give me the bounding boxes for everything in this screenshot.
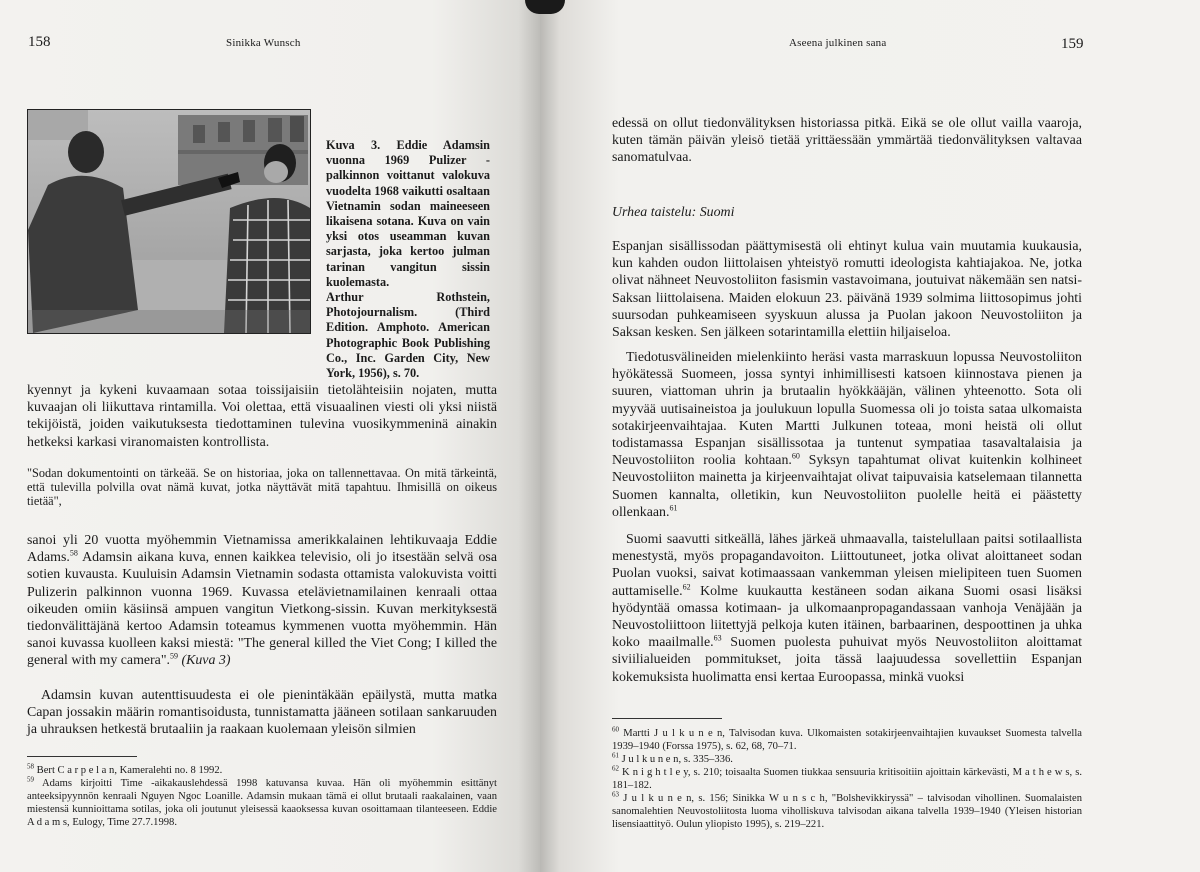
footnote-rule — [27, 756, 137, 757]
footnote-63: $^{63}$ J u l k u n e n, s. 156; Sinikka W u n s c h, "Bolshevikkiryssä" – talvisodan vihollinen. Suomalaisten sanomalehtien Neuvostoliitosta luoma viholliskuva talvisodan aikana talvella 1939–1940 (Yleisen historian lisensiaattityö. Oulun yliopisto 1995), s. 219–221. — [612, 790, 1082, 830]
footnote-ref-60[interactable]: 60 — [791, 451, 800, 461]
footnote-ref-62[interactable]: 62 — [682, 581, 691, 591]
running-head-right: Aseena julkinen sana — [789, 37, 887, 49]
footnote-61: $^{61}$ J u l k u n e n, s. 335–336. — [612, 751, 733, 765]
caption-text: Kuva 3. Eddie Adamsin vuonna 1969 Pulizer -palkinnon voittanut valokuva vuodelta 1968 vaikutti osaltaan Vietnamin sodan maineeseen likaisena sotana. Kuva on vain yksi otos useamman kuvan sarjasta, joka kertoo julman tarinan vangitun sissin kuolemasta. — [326, 138, 490, 289]
footnote-ref-63[interactable]: 63 — [713, 633, 722, 643]
running-head-left: Sinikka Wunsch — [226, 37, 301, 49]
body-paragraph-r1: Espanjan sisällissodan päättymisestä oli ehtinyt kulua vain muutamia kuukausia, kun kahden oudon liittolaisen yhteistyö romutti ideologista kahtiajakoa. Ne, jotka olivat nähneet Neuvostoliiton fasismin vastavoimana, joutuivat näkemään sen natsi-Saksan liittolaisena. Maiden elokuun 23. päivänä 1939 solmima liittosopimus johti suursodan puhkeamiseen syyskuun alussa ja Puolan jakoon Neuvostoliiton ja Saksan kesken. Sen jälkeen sotarintamilla elettiin hiljaiseloa. — [612, 239, 1082, 341]
photo-image — [28, 110, 310, 333]
body-paragraph-r3: Suomi saavutti sitkeällä, lähes järkeä uhmaavalla, taistelullaan paitsi sotilaallista menestystä, myös propagandavoiton. Liittoutuneet, jotka olivat aloittaneet sodan Puolan vuoksi, saivat kotimaassaan vankemman yleisen mielipiteen tuen Suomen auttamiselle.$^{62}$ Kolme kuukautta kestäneen sodan aikana Suomi osasi lisäksi hyödyntää omassa kotimaan- ja ulkomaanpropagandassaan vanhoja Venäjään ja Neuvostoliittoon liitettyjä pelkoja kuten itäinen, barbaarinen, despoottinen ja uhka koko maailmalle.$^{63}$ Suomen puolesta puhuivat myös Neuvostoliiton aloittamat siviilialueiden pommitukset, joita tässä laajuudessa sovellettiin Espanjan kokemuksista huolimatta ensi kertaa Euroopassa, minkä vuoksi — [612, 532, 1082, 685]
body-paragraph-r0: edessä on ollut tiedonvälityksen historiassa pitkä. Eikä se ole ollut vailla vaaroja, kuten tämän päivän yleisö tietää yrittäessään ymmärtää tiedonvälityksen valtavaa sanomatulvaa. — [612, 116, 1082, 166]
left-page — [0, 0, 540, 872]
body-paragraph-2: sanoi yli 20 vuotta myöhemmin Vietnamissa amerikkalainen lehtikuvaaja Eddie Adams.$^{58}$ Adamsin aikana kuva, ennen kaikkea televisio, oli jo itsestään selvä osa sotien kuvausta. Kuuluisin Adamsin Vietnamin sodasta ottamista valokuvista voitti Pulizerin palkinnon vuonna 1969. Kuvassa etelävietnamilainen kenraali ottaa oikeuden omiin käsiinsä ampuen vangitun Vietkong-sissin. Kuvan merkityksestä tiedonvälittäjänä kertoo Adamsin toteamus kymmenen vuotta myöhemmin. Hän sanoi kuvassa kuolleen kaksi miestä: "The general killed the Viet Cong; I killed the general with my camera".$^{59}$ (Kuva 3) — [27, 533, 497, 669]
footnote-60: $^{60}$ Martti J u l k u n e n, Talvisodan kuva. Ulkomaisten sotakirjeenvaihtajien kuvaukset Suomesta talvella 1939–1940 (Forssa 1975), s. 62, 68, 70–71. — [612, 725, 1083, 752]
figure-ref: (Kuva 3) — [177, 653, 231, 669]
body-paragraph-r2: Tiedotusvälineiden mielenkiinto heräsi vasta marraskuun lopussa Neuvostoliiton hyökätessä Suomeen, jossa syntyi inhimillisesti katsoen kiinnostava pienen ja suuren, viattoman uhrin ja brutaalin hyökkääjän, välinen yhteenotto. Sota oli myyvää uutisaineistoa ja joulukuun lopulla Suomessa oli jo toista sataa ulkomaista sotakirjeenvaihtajaa. Kuten Martti Julkunen toteaa, moni heistä oli ollut todistamassa Espanjan sisällissotaa ja tuntenut sympatiaa tasavaltalaisia ja Neuvostoliiton roolia kohtaan.$^{60}$ Syksyn tapahtumat olivat kuitenkin kolhineet Neuvostoliiton mainetta ja kirjeenvaihtajat olivat taipuvaisia katselemaan tilannetta Suomen kannalta, olletikin, kun Neuvostoliiton puolelle heitä ei päästetty ollenkaan.$^{61}$ — [612, 350, 1082, 520]
section-heading: Urhea taistelu: Suomi — [612, 205, 735, 220]
footnote-ref-58[interactable]: 58 — [69, 548, 78, 558]
footnote-58: $^{58}$ Bert C a r p e l a n, Kameralehti no. 8 1992. — [27, 762, 223, 776]
footnote-59: $^{59}$ Adams kirjoitti Time -aikakauslehdessä 1998 katuvansa kuvaa. Hän oli myöhemmin esittänyt anteeksipyynnön kenraali Nguyen Ngoc Loanille. Adamsin mukaan tämä ei ollut brutaali raakalainen, vaan miestensä kunnioittama sotilas, joka oli joutunut yleisessä kaaoksessa kuvan osoittamaan tilanteeseen. Eddie A d a m s, Eulogy, Time 27.7.1998. — [27, 775, 497, 828]
page-number-right: 159 — [1061, 36, 1084, 52]
footnote-ref-59[interactable]: 59 — [169, 651, 178, 661]
caption-source: Arthur Rothstein, Photojournalism. (Third Edition. Amphoto. American Photographic Book Publishing Co., Inc. Garden City, New York, 1956), s. 70. — [326, 290, 490, 381]
footnotes-right — [612, 727, 1082, 831]
body-paragraph-3: Adamsin kuvan autenttisuudesta ei ole pienintäkään epäilystä, mutta matka Capan jossakin määrin romantisoidusta, tunnistamatta jääneen sotilaan sankaruuden ja uhrauksen hetkestä brutaaliin ja raakaan kuolemaan yleisön silmien — [27, 688, 497, 738]
footnote-62: $^{62}$ K n i g h t l e y, s. 210; toisaalta Suomen tiukkaa sensuuria kritisoitiin ajoittain kärkevästi, M a t h e w s, s. 181–182. — [612, 764, 1082, 791]
photo-caption — [326, 138, 490, 381]
footnotes-left — [27, 764, 497, 829]
body-paragraph-1: kyennyt ja kykeni kuvaamaan sotaa toissijaisiin tietolähteisiin nojaten, mutta kuvaajan oli liikuttava rintamilla. Voi olettaa, että visuaalinen viesti oli yksi niistä tekijöistä, joiden vaikutuksesta tiedottaminen tulevina vuosikymmeninä ainakin hetkeksi karkasi viranomaisten kontrollista. — [27, 383, 497, 450]
block-quote: "Sodan dokumentointi on tärkeää. Se on historiaa, joka on tallennettavaa. On mitä tärkeintä, että tulevilla polvilla ovat nämä kuvat, jotka näyttävät mitä tapahtuu. Ihmisillä on oikeus tietää", — [27, 466, 497, 509]
photo-execution-saigon — [27, 109, 311, 334]
footnote-rule-right — [612, 718, 722, 719]
footnote-ref-61[interactable]: 61 — [669, 503, 678, 513]
page-number-left: 158 — [28, 34, 51, 50]
